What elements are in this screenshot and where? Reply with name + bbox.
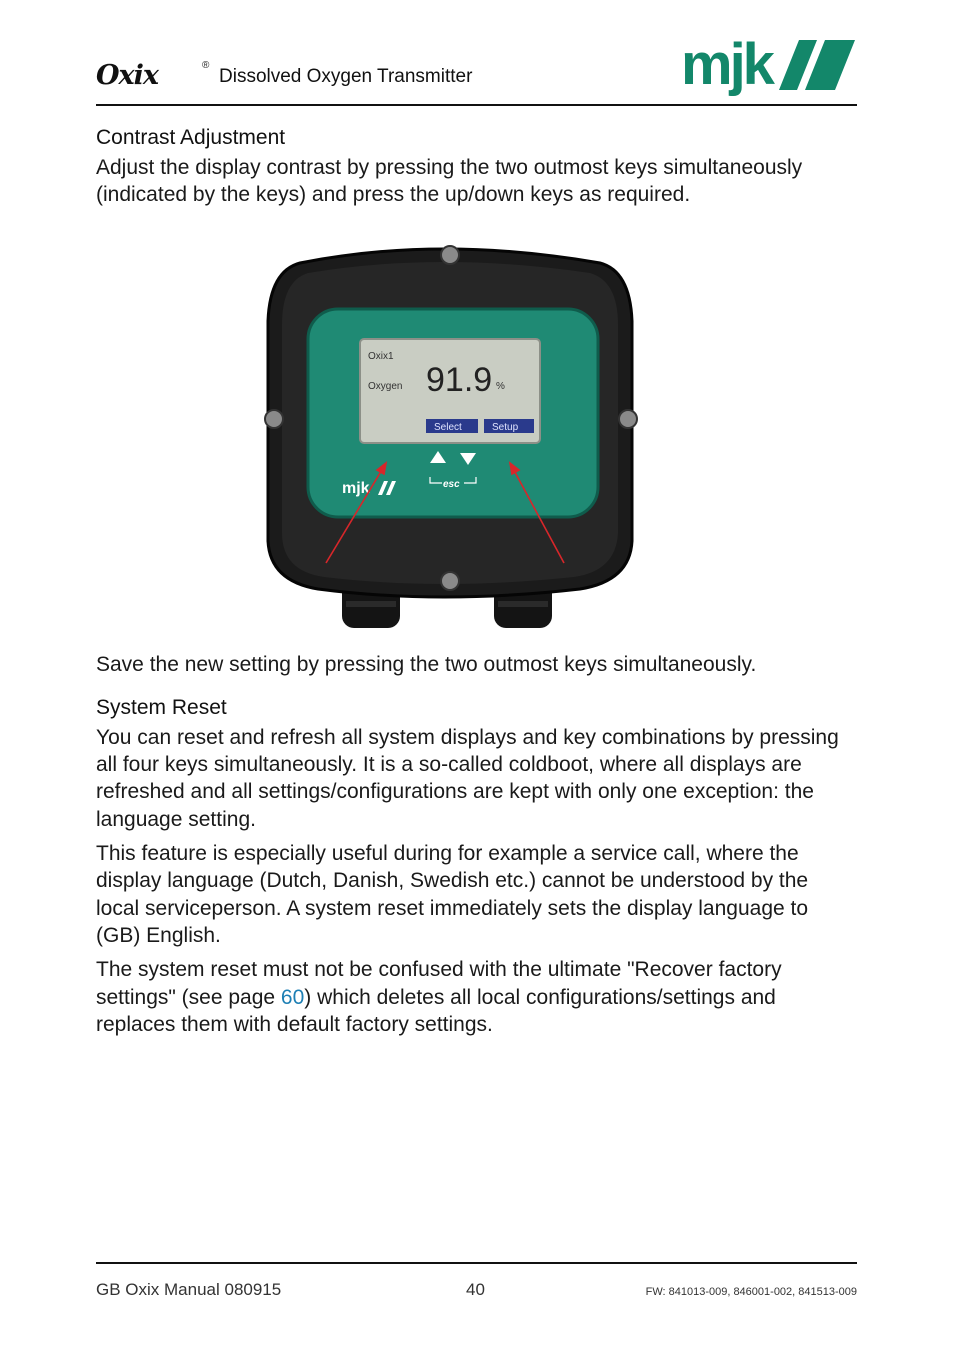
registered-mark: ® xyxy=(202,60,210,71)
esc-label: esc xyxy=(443,478,460,490)
lcd-unit: % xyxy=(496,380,505,392)
page-header xyxy=(96,32,857,106)
reset-paragraph-2: This feature is especially useful during for example a service call, where the display language (Dutch, Danish, Swedish etc.) cannot be understood by the local serviceperson. A system reset immediately sets the display language to (GB) English. xyxy=(96,842,809,947)
reset-p3-after: ) which deletes all local configurations/settings and replaces them with default factory settings. xyxy=(96,985,776,1036)
mjk-logo-text: mjk xyxy=(681,32,772,97)
footer-manual-title: GB Oxix Manual 080915 xyxy=(96,1280,282,1299)
lcd-line2: Oxygen xyxy=(368,380,403,392)
footer-rule xyxy=(96,1262,857,1264)
transmitter-photo xyxy=(260,241,640,641)
page-content xyxy=(96,122,856,1038)
footer-firmware: FW: 841013-009, 846001-002, 841513-009 xyxy=(645,1286,857,1298)
reset-paragraph-3 xyxy=(96,956,856,1038)
footer-page-number: 40 xyxy=(466,1280,485,1299)
brand-wordmark: Oxix xyxy=(96,60,158,91)
softkey-select: Select xyxy=(434,421,462,433)
header-title: Dissolved Oxygen Transmitter xyxy=(219,66,473,87)
contrast-after-figure: Save the new setting by pressing the two outmost keys simultaneously. xyxy=(96,652,757,676)
softkey-setup: Setup xyxy=(492,421,519,433)
contrast-body: Adjust the display contrast by pressing the two outmost keys simultaneously (indicated by the keys) and press the up/down keys as required. xyxy=(96,156,803,207)
reset-paragraph-1: You can reset and refresh all system displays and key combinations by pressing all four keys simultaneously. It is a so-called coldboot, where all displays are refreshed and all settings/configurations are kept with only one exception: the language setting. xyxy=(96,725,839,831)
reset-p3-before: The system reset must not be confused with the ultimate "Recover factory settings" (see page xyxy=(96,958,782,1009)
device-figure xyxy=(96,241,856,651)
contrast-heading: Contrast Adjustment xyxy=(96,126,286,149)
lcd-line1: Oxix1 xyxy=(368,350,394,362)
header-rule xyxy=(96,104,857,106)
reset-heading: System Reset xyxy=(96,695,227,719)
panel-logo: mjk xyxy=(342,479,370,497)
lcd-value: 91.9 xyxy=(426,360,493,399)
page-60-link[interactable]: 60 xyxy=(280,985,305,1009)
mjk-logo xyxy=(679,32,857,104)
